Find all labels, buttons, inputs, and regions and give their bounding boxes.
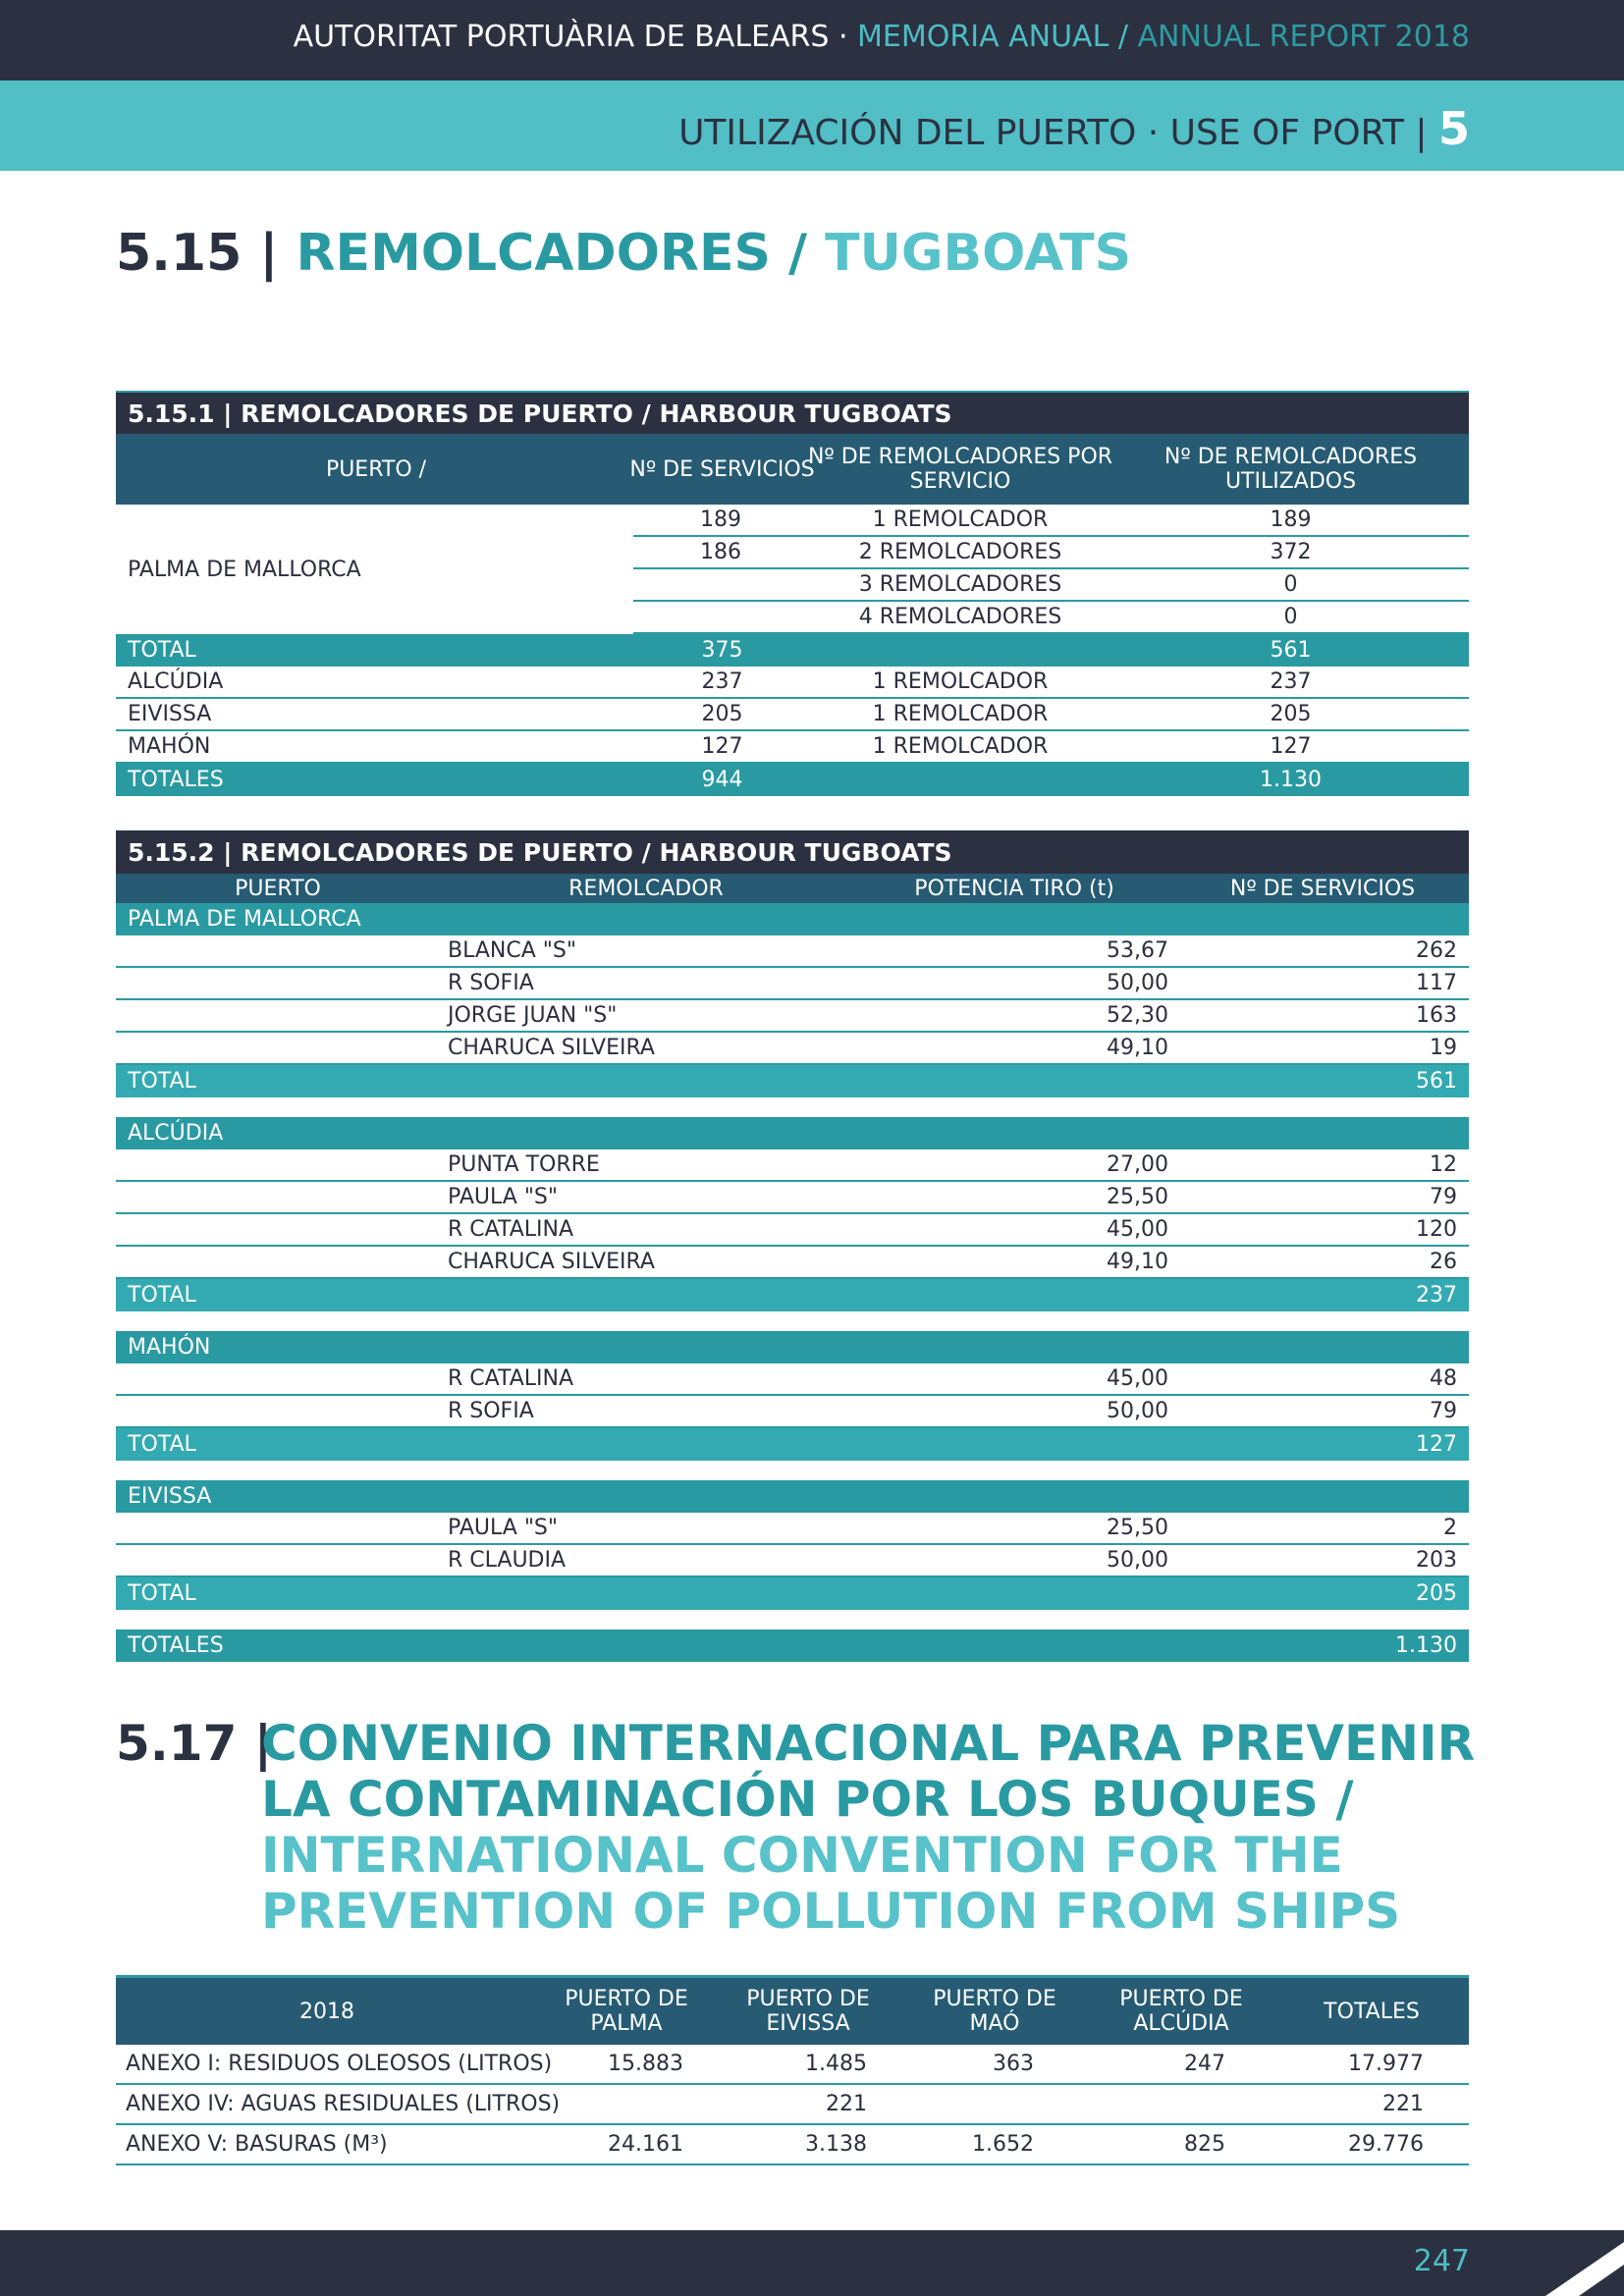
table-row [116, 667, 1469, 699]
heading-en-line2: PREVENTION OF POLLUTION FROM SHIPS [261, 1883, 1401, 1940]
services-value: 2 [1443, 1516, 1457, 1540]
grand-total-label: TOTALES [128, 768, 224, 792]
total-value: 221 [1382, 2092, 1424, 2116]
grand-total-used: 1.130 [1260, 768, 1322, 792]
table-row [116, 2085, 1469, 2125]
section-title-es: UTILIZACIÓN DEL PUERTO [678, 113, 1137, 153]
total-row [116, 1577, 1469, 1610]
bollard-pull-value: 25,50 [1107, 1516, 1168, 1540]
services-value: 127 [701, 734, 743, 759]
total-value: 29.776 [1348, 2132, 1424, 2157]
total-label: TOTAL [128, 638, 196, 663]
bollard-pull-value: 45,00 [1107, 1217, 1168, 1242]
mao-value: 1.652 [972, 2132, 1034, 2157]
total-label: TOTAL [128, 1581, 196, 1606]
report-header-text [294, 20, 1470, 54]
total-value: 205 [1416, 1581, 1457, 1606]
page-number: 247 [1413, 2244, 1470, 2278]
header-tugs-used: Nº DE REMOLCADORES UTILIZADOS [1164, 445, 1418, 494]
corner-stripe-decoration [1516, 2230, 1624, 2296]
grand-total-row [116, 1629, 1469, 1662]
total-label: TOTAL [128, 1069, 196, 1094]
services-value: 19 [1430, 1036, 1457, 1060]
bollard-pull-value: 49,10 [1107, 1250, 1168, 1274]
services-value [633, 569, 808, 600]
header-tugboat: REMOLCADOR [568, 876, 724, 901]
total-row [116, 634, 1469, 667]
services-value: 186 [700, 540, 741, 564]
services-value: 203 [1416, 1548, 1457, 1573]
services-value: 237 [701, 669, 743, 694]
table-row [116, 1149, 1469, 1182]
tugs-per-service-value: 3 REMOLCADORES [858, 572, 1062, 597]
annex-label: ANEXO IV: AGUAS RESIDUALES (LITROS) [126, 2092, 561, 2116]
table-row [116, 1545, 1469, 1577]
table-title: 5.15.1 | REMOLCADORES DE PUERTO / HARBOUR TUGBOATS [128, 399, 952, 428]
bollard-pull-value: 45,00 [1107, 1366, 1168, 1391]
bollard-pull-value: 50,00 [1107, 1548, 1168, 1573]
grand-total-row [116, 764, 1469, 796]
total-label: TOTAL [128, 1283, 196, 1308]
tugs-per-service-value: 2 REMOLCADORES [858, 540, 1062, 564]
table-header-row [116, 434, 1469, 505]
total-value: 561 [1416, 1069, 1457, 1094]
table-row [633, 537, 1469, 569]
tugboat-name: R SOFIA [448, 1399, 534, 1423]
annex-label: ANEXO I: RESIDUOS OLEOSOS (LITROS) [126, 2052, 553, 2076]
tugboat-name: PAULA "S" [448, 1516, 559, 1540]
heading-number: 5.15 | [116, 224, 297, 283]
port-name: PALMA DE MALLORCA [128, 907, 361, 932]
port-group-row [116, 903, 1469, 935]
tugboat-name: PAULA "S" [448, 1185, 559, 1209]
grand-total-services: 944 [701, 768, 743, 792]
palma-value: 15.883 [608, 2052, 683, 2076]
report-header-bar [0, 0, 1624, 80]
port-group-row [116, 1117, 1469, 1149]
table-row [116, 935, 1469, 968]
tugs-used-value: 237 [1270, 669, 1312, 694]
services-value: 120 [1416, 1217, 1457, 1242]
services-value: 79 [1430, 1185, 1457, 1209]
header-column: PUERTO DE EIVISSA [746, 1987, 870, 2036]
section-number: 5 [1437, 102, 1470, 155]
footer-bar [0, 2230, 1624, 2296]
header-port: PUERTO / [325, 456, 427, 482]
heading-tugboats [116, 224, 1131, 283]
tugs-per-service-value: 4 REMOLCADORES [858, 605, 1062, 629]
total-label: TOTAL [128, 1432, 196, 1457]
bollard-pull-value: 53,67 [1107, 938, 1168, 963]
services-value: 79 [1430, 1399, 1457, 1423]
total-value: 17.977 [1348, 2052, 1424, 2076]
org-name: AUTORITAT PORTUÀRIA DE BALEARS [293, 20, 830, 54]
services-value [633, 602, 808, 632]
eivissa-value: 1.485 [805, 2052, 867, 2076]
port-name: EIVISSA [128, 702, 212, 726]
alcudia-value: 247 [1184, 2052, 1225, 2076]
tugs-used-value: 189 [1270, 507, 1312, 532]
tugs-per-service-value: 1 REMOLCADOR [872, 734, 1049, 759]
tugboat-name: BLANCA "S" [448, 938, 576, 963]
alcudia-value: 825 [1184, 2132, 1225, 2157]
port-name: EIVISSA [128, 1484, 212, 1509]
palma-value [538, 2085, 683, 2123]
services-value: 117 [1416, 971, 1457, 995]
tugboat-name: R CATALINA [448, 1366, 574, 1391]
port-name: ALCÚDIA [128, 669, 224, 694]
table-row [116, 2125, 1469, 2165]
tugs-used-value: 205 [1270, 702, 1312, 726]
section-title-en: USE OF PORT [1169, 113, 1404, 153]
bollard-pull-value: 27,00 [1107, 1152, 1168, 1177]
heading-en-line1: INTERNATIONAL CONVENTION FOR THE [261, 1827, 1343, 1884]
tugs-used-value: 372 [1270, 540, 1312, 564]
separator: / [1109, 20, 1138, 54]
header-column: PUERTO DE ALCÚDIA [1119, 1987, 1243, 2036]
report-title-en: ANNUAL REPORT 2018 [1137, 20, 1470, 54]
heading-number: 5.17 | [116, 1715, 273, 1772]
grand-total-label: TOTALES [128, 1633, 224, 1658]
table-row [116, 1396, 1469, 1428]
heading-es: REMOLCADORES / [296, 224, 826, 283]
port-group-row [116, 1480, 1469, 1513]
port-name: MAHÓN [128, 1335, 211, 1360]
services-value: 48 [1430, 1366, 1457, 1391]
table-row [633, 569, 1469, 602]
table-header-row [116, 1978, 1469, 2045]
services-value: 12 [1430, 1152, 1457, 1177]
services-value: 205 [701, 702, 743, 726]
bollard-pull-value: 52,30 [1107, 1003, 1168, 1028]
tugs-per-service-value: 1 REMOLCADOR [872, 507, 1049, 532]
tugs-used-value: 127 [1270, 734, 1312, 759]
tugs-per-service-value: 1 REMOLCADOR [872, 669, 1049, 694]
heading-en: TUGBOATS [825, 224, 1132, 283]
table-row [116, 1247, 1469, 1279]
total-used: 561 [1270, 638, 1312, 663]
table-row [116, 1363, 1469, 1396]
table-title: 5.15.2 | REMOLCADORES DE PUERTO / HARBOUR TUGBOATS [128, 837, 952, 867]
bollard-pull-value: 50,00 [1107, 1399, 1168, 1423]
section-bar [0, 80, 1624, 171]
header-column: 2018 [299, 1999, 354, 2024]
alcudia-value [1088, 2085, 1225, 2123]
tugs-used-value: 0 [1283, 605, 1298, 629]
table-row [116, 1214, 1469, 1247]
header-tugs-per-service: Nº DE REMOLCADORES POR SERVICIO [807, 445, 1113, 494]
tugs-per-service-value: 1 REMOLCADOR [872, 702, 1049, 726]
section-title [678, 102, 1470, 155]
table-row [116, 2045, 1469, 2085]
separator: | [1403, 113, 1438, 153]
total-row [116, 1428, 1469, 1461]
table-row [116, 1000, 1469, 1033]
services-value: 163 [1416, 1003, 1457, 1028]
services-value: 189 [700, 507, 741, 532]
table-row [116, 1033, 1469, 1065]
annex-label: ANEXO V: BASURAS (M³) [126, 2132, 388, 2157]
header-port: PUERTO [235, 876, 321, 901]
tugboat-name: R CATALINA [448, 1217, 574, 1242]
table-title-row [116, 830, 1469, 874]
tugboat-name: CHARUCA SILVEIRA [448, 1036, 655, 1060]
total-value: 237 [1416, 1283, 1457, 1308]
bollard-pull-value: 49,10 [1107, 1036, 1168, 1060]
heading-es-line2: LA CONTAMINACIÓN POR LOS BUQUES / [261, 1771, 1354, 1828]
table-title-row [116, 393, 1469, 434]
table-row [116, 1182, 1469, 1214]
table-row [116, 699, 1469, 731]
heading-es-line1: CONVENIO INTERNACIONAL PARA PREVENIR [261, 1715, 1476, 1772]
palma-label: PALMA DE MALLORCA [128, 557, 361, 582]
port-name: ALCÚDIA [128, 1121, 224, 1146]
table-row [633, 602, 1469, 634]
bollard-pull-value: 50,00 [1107, 971, 1168, 995]
port-group-row [116, 1331, 1469, 1363]
table-row [116, 968, 1469, 1000]
eivissa-value: 3.138 [805, 2132, 867, 2157]
mao-value: 363 [993, 2052, 1034, 2076]
total-services: 375 [701, 638, 743, 663]
tugboat-name: R CLAUDIA [448, 1548, 567, 1573]
grand-total-value: 1.130 [1395, 1633, 1457, 1658]
table-row [116, 731, 1469, 764]
separator: · [1136, 113, 1170, 153]
tugboat-name: R SOFIA [448, 971, 534, 995]
header-column: PUERTO DE MAÓ [933, 1987, 1056, 2036]
services-value: 26 [1430, 1250, 1457, 1274]
palma-value: 24.161 [608, 2132, 683, 2157]
tugboat-name: JORGE JUAN "S" [448, 1003, 618, 1028]
report-title-es: MEMORIA ANUAL [857, 20, 1110, 54]
tugboat-name: PUNTA TORRE [448, 1152, 600, 1177]
total-value: 127 [1416, 1432, 1457, 1457]
header-column: PUERTO DE PALMA [565, 1987, 688, 2036]
separator: · [829, 20, 858, 54]
port-name: MAHÓN [128, 734, 211, 759]
table-row [116, 1513, 1469, 1545]
table-header-row [116, 874, 1469, 903]
services-value: 262 [1416, 938, 1457, 963]
total-row [116, 1065, 1469, 1097]
total-row [116, 1279, 1469, 1311]
mao-value [901, 2085, 1034, 2123]
header-services: Nº DE SERVICIOS [1229, 876, 1416, 901]
header-services: Nº DE SERVICIOS [629, 456, 815, 482]
bollard-pull-value: 25,50 [1107, 1185, 1168, 1209]
header-column: TOTALES [1324, 1999, 1420, 2024]
eivissa-value: 221 [826, 2092, 867, 2116]
tugboat-name: CHARUCA SILVEIRA [448, 1250, 655, 1274]
header-bollard-pull: POTENCIA TIRO (t) [914, 876, 1114, 901]
table-row [633, 505, 1469, 537]
tugs-used-value: 0 [1283, 572, 1298, 597]
